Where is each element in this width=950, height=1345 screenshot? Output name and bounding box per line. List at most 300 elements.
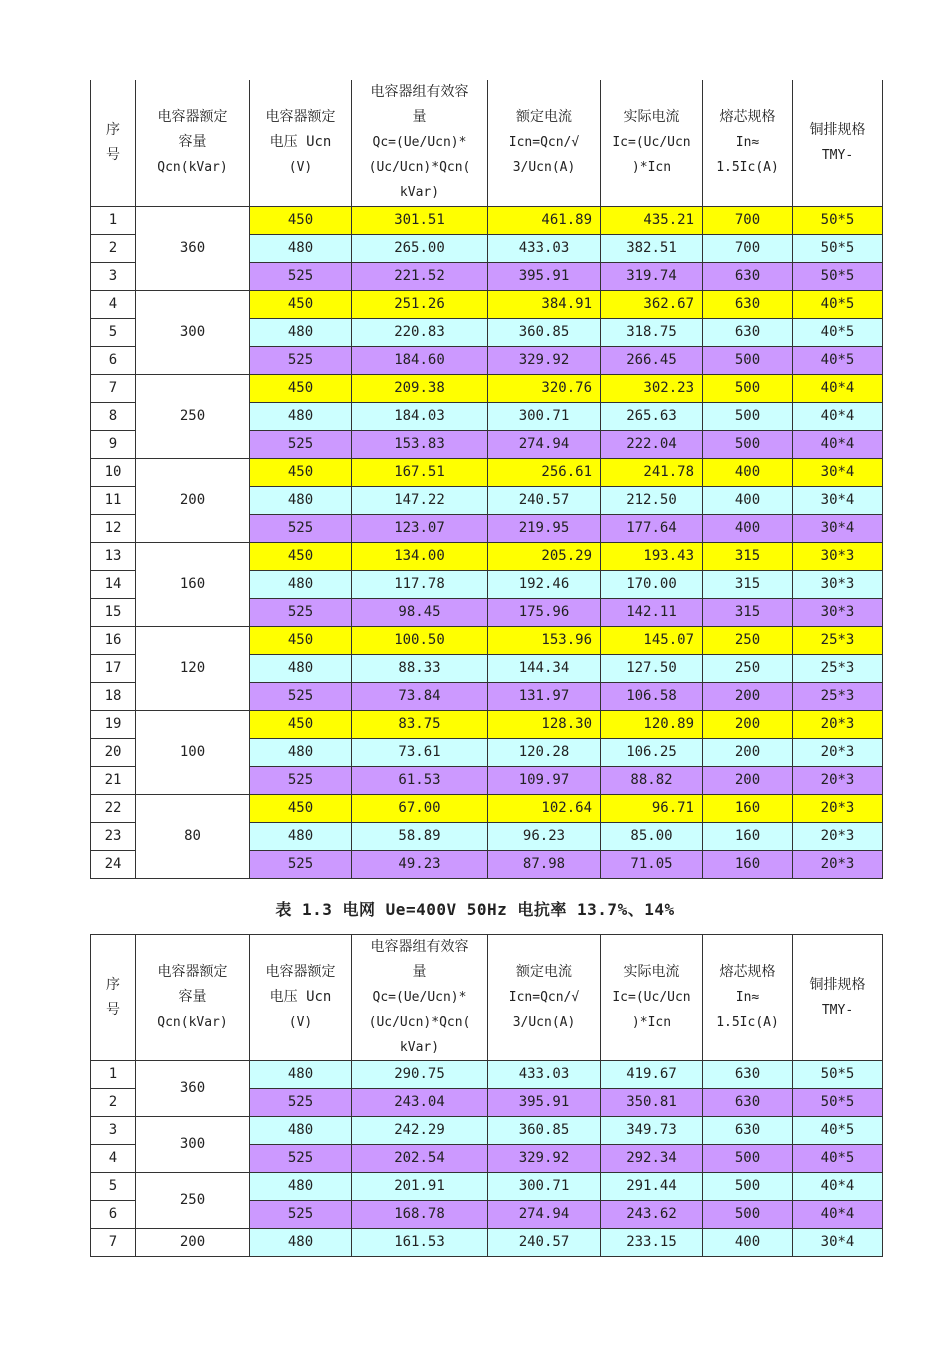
header-line: kVar) — [399, 1040, 440, 1055]
header-line: 电压 Ucn — [269, 134, 332, 151]
cell-capacity: 250 — [136, 374, 250, 458]
cell-voltage: 525 — [250, 262, 352, 290]
table-row — [91, 1173, 883, 1201]
cell-effective-capacity: 117.78 — [352, 570, 488, 598]
cell-actual-current: 85.00 — [601, 822, 703, 850]
header-line: (V) — [288, 1015, 313, 1030]
cell-busbar: 40*5 — [793, 346, 883, 374]
cell-seq: 2 — [91, 1089, 136, 1117]
cell-rated-current: 461.89 — [488, 206, 601, 234]
cell-effective-capacity: 243.04 — [352, 1089, 488, 1117]
cell-actual-current: 243.62 — [601, 1201, 703, 1229]
cell-fuse: 200 — [703, 710, 793, 738]
header-busbar — [793, 80, 883, 206]
header-seq-line2: 号 — [106, 1001, 120, 1018]
header-line: )*Icn — [631, 160, 672, 176]
cell-rated-current: 274.94 — [488, 430, 601, 458]
cell-voltage: 450 — [250, 710, 352, 738]
header-fuse — [703, 935, 793, 1061]
cell-capacity: 120 — [136, 626, 250, 710]
cell-effective-capacity: 184.60 — [352, 346, 488, 374]
header-busbar — [793, 935, 883, 1061]
cell-busbar: 40*5 — [793, 1117, 883, 1145]
cell-actual-current: 302.23 — [601, 374, 703, 402]
cell-voltage: 525 — [250, 850, 352, 878]
header-line: 电容器组有效容 — [370, 939, 469, 955]
cell-actual-current: 241.78 — [601, 458, 703, 486]
header-line: 电压 Ucn — [269, 989, 332, 1005]
header-capacity — [136, 935, 250, 1061]
cell-seq: 14 — [91, 570, 136, 598]
cell-busbar: 40*5 — [793, 318, 883, 346]
cell-actual-current: 222.04 — [601, 430, 703, 458]
cell-effective-capacity: 49.23 — [352, 850, 488, 878]
cell-rated-current: 300.71 — [488, 1173, 601, 1201]
cell-effective-capacity: 147.22 — [352, 486, 488, 514]
cell-busbar: 40*5 — [793, 290, 883, 318]
cell-actual-current: 318.75 — [601, 318, 703, 346]
header-line: (V) — [288, 160, 313, 176]
cell-voltage: 480 — [250, 738, 352, 766]
cell-busbar: 40*4 — [793, 402, 883, 430]
cell-fuse: 500 — [703, 374, 793, 402]
cell-voltage: 480 — [250, 822, 352, 850]
cell-busbar: 50*5 — [793, 262, 883, 290]
cell-fuse: 200 — [703, 766, 793, 794]
header-fuse — [703, 80, 793, 206]
cell-capacity: 360 — [136, 1061, 250, 1117]
cell-fuse: 400 — [703, 1229, 793, 1257]
cell-fuse: 315 — [703, 542, 793, 570]
cell-actual-current: 106.58 — [601, 682, 703, 710]
header-line: TMY- — [821, 1002, 854, 1018]
cell-effective-capacity: 67.00 — [352, 794, 488, 822]
cell-actual-current: 362.67 — [601, 290, 703, 318]
cell-rated-current: 131.97 — [488, 682, 601, 710]
cell-busbar: 30*4 — [793, 458, 883, 486]
cell-effective-capacity: 88.33 — [352, 654, 488, 682]
header-voltage — [250, 80, 352, 206]
cell-rated-current: 360.85 — [488, 318, 601, 346]
capacitor-table-1 — [90, 80, 883, 879]
cell-seq: 6 — [91, 346, 136, 374]
cell-effective-capacity: 167.51 — [352, 458, 488, 486]
table-1-body — [91, 206, 883, 878]
header-line: 容量 — [178, 989, 207, 1005]
cell-busbar: 20*3 — [793, 738, 883, 766]
cell-voltage: 450 — [250, 626, 352, 654]
cell-seq: 16 — [91, 626, 136, 654]
cell-seq: 10 — [91, 458, 136, 486]
cell-actual-current: 170.00 — [601, 570, 703, 598]
cell-voltage: 450 — [250, 794, 352, 822]
cell-rated-current: 128.30 — [488, 710, 601, 738]
header-line: 电容器额定 — [157, 964, 228, 980]
cell-actual-current: 193.43 — [601, 542, 703, 570]
cell-seq: 11 — [91, 486, 136, 514]
cell-actual-current: 319.74 — [601, 262, 703, 290]
cell-seq: 24 — [91, 850, 136, 878]
cell-rated-current: 219.95 — [488, 514, 601, 542]
header-line: Icn=Qcn/√ — [508, 990, 580, 1005]
cell-busbar: 30*3 — [793, 570, 883, 598]
header-line: Qc=(Ue/Ucn)* — [372, 990, 467, 1005]
header-effective — [352, 80, 488, 206]
cell-voltage: 525 — [250, 598, 352, 626]
header-line: Ic=(Uc/Ucn — [612, 990, 691, 1005]
cell-actual-current: 419.67 — [601, 1061, 703, 1089]
header-line: Ic=(Uc/Ucn — [612, 135, 691, 151]
cell-actual-current: 291.44 — [601, 1173, 703, 1201]
cell-seq: 20 — [91, 738, 136, 766]
cell-effective-capacity: 242.29 — [352, 1117, 488, 1145]
cell-actual-current: 265.63 — [601, 402, 703, 430]
cell-rated-current: 109.97 — [488, 766, 601, 794]
cell-fuse: 400 — [703, 486, 793, 514]
cell-effective-capacity: 209.38 — [352, 374, 488, 402]
cell-actual-current: 96.71 — [601, 794, 703, 822]
cell-actual-current: 120.89 — [601, 710, 703, 738]
header-line: 电容器组有效容 — [370, 84, 469, 101]
cell-seq: 7 — [91, 374, 136, 402]
cell-rated-current: 256.61 — [488, 458, 601, 486]
table-row — [91, 458, 883, 486]
header-line: (Uc/Ucn)*Qcn( — [368, 160, 471, 176]
cell-fuse: 630 — [703, 290, 793, 318]
cell-effective-capacity: 58.89 — [352, 822, 488, 850]
cell-fuse: 315 — [703, 570, 793, 598]
cell-rated-current: 384.91 — [488, 290, 601, 318]
cell-capacity: 300 — [136, 290, 250, 374]
cell-seq: 17 — [91, 654, 136, 682]
cell-rated-current: 395.91 — [488, 262, 601, 290]
header-line: )*Icn — [631, 1015, 672, 1030]
header-line: 额定电流 — [516, 964, 572, 980]
table-row — [91, 1117, 883, 1145]
cell-capacity: 200 — [136, 1229, 250, 1257]
header-line: 1.5Ic(A) — [716, 160, 779, 176]
header-line: (Uc/Ucn)*Qcn( — [368, 1015, 471, 1030]
cell-actual-current: 292.34 — [601, 1145, 703, 1173]
cell-busbar: 20*3 — [793, 710, 883, 738]
cell-fuse: 700 — [703, 206, 793, 234]
table-row — [91, 206, 883, 234]
cell-effective-capacity: 134.00 — [352, 542, 488, 570]
header-line: 铜排规格 — [809, 121, 866, 138]
cell-fuse: 200 — [703, 738, 793, 766]
header-line: 额定电流 — [516, 109, 572, 126]
header-line: 量 — [412, 109, 427, 126]
cell-seq: 19 — [91, 710, 136, 738]
cell-seq: 1 — [91, 1061, 136, 1089]
cell-busbar: 50*5 — [793, 1061, 883, 1089]
cell-actual-current: 106.25 — [601, 738, 703, 766]
cell-busbar: 50*5 — [793, 206, 883, 234]
cell-busbar: 40*5 — [793, 1145, 883, 1173]
cell-fuse: 250 — [703, 626, 793, 654]
cell-effective-capacity: 265.00 — [352, 234, 488, 262]
header-actual-current — [601, 80, 703, 206]
cell-voltage: 450 — [250, 374, 352, 402]
cell-fuse: 500 — [703, 1173, 793, 1201]
cell-fuse: 630 — [703, 1061, 793, 1089]
cell-capacity: 360 — [136, 206, 250, 290]
cell-voltage: 480 — [250, 486, 352, 514]
header-capacity — [136, 80, 250, 206]
cell-capacity: 100 — [136, 710, 250, 794]
header-line: In≈ — [735, 135, 760, 151]
header-line: Qc=(Ue/Ucn)* — [372, 135, 467, 151]
cell-busbar: 30*3 — [793, 542, 883, 570]
cell-rated-current: 192.46 — [488, 570, 601, 598]
cell-rated-current: 395.91 — [488, 1089, 601, 1117]
cell-fuse: 160 — [703, 794, 793, 822]
cell-effective-capacity: 168.78 — [352, 1201, 488, 1229]
cell-effective-capacity: 221.52 — [352, 262, 488, 290]
header-line: 电容器额定 — [265, 964, 336, 980]
cell-rated-current: 360.85 — [488, 1117, 601, 1145]
header-line: kVar) — [399, 185, 440, 201]
cell-fuse: 400 — [703, 514, 793, 542]
table-row — [91, 710, 883, 738]
cell-seq: 1 — [91, 206, 136, 234]
cell-voltage: 480 — [250, 318, 352, 346]
table-row — [91, 542, 883, 570]
cell-actual-current: 212.50 — [601, 486, 703, 514]
cell-effective-capacity: 83.75 — [352, 710, 488, 738]
cell-busbar: 30*4 — [793, 486, 883, 514]
cell-effective-capacity: 290.75 — [352, 1061, 488, 1089]
cell-busbar: 20*3 — [793, 766, 883, 794]
header-line: 实际电流 — [623, 109, 680, 126]
cell-voltage: 480 — [250, 234, 352, 262]
cell-rated-current: 329.92 — [488, 1145, 601, 1173]
cell-rated-current: 274.94 — [488, 1201, 601, 1229]
cell-fuse: 630 — [703, 318, 793, 346]
header-seq — [91, 80, 136, 206]
cell-busbar: 25*3 — [793, 626, 883, 654]
header-line: In≈ — [735, 990, 760, 1005]
cell-actual-current: 142.11 — [601, 598, 703, 626]
header-line: 1.5Ic(A) — [716, 1015, 779, 1030]
cell-actual-current: 127.50 — [601, 654, 703, 682]
cell-voltage: 525 — [250, 1145, 352, 1173]
cell-effective-capacity: 184.03 — [352, 402, 488, 430]
header-line: 3/Ucn(A) — [512, 160, 576, 176]
cell-voltage: 480 — [250, 1173, 352, 1201]
cell-capacity: 80 — [136, 794, 250, 878]
header-effective — [352, 935, 488, 1061]
cell-fuse: 160 — [703, 822, 793, 850]
cell-rated-current: 87.98 — [488, 850, 601, 878]
cell-seq: 3 — [91, 262, 136, 290]
cell-voltage: 480 — [250, 1061, 352, 1089]
cell-actual-current: 145.07 — [601, 626, 703, 654]
header-line: 量 — [412, 964, 427, 980]
table-header-row — [91, 80, 883, 206]
header-seq-line1: 序 — [106, 121, 120, 138]
cell-actual-current: 233.15 — [601, 1229, 703, 1257]
cell-effective-capacity: 251.26 — [352, 290, 488, 318]
header-line: 电容器额定 — [265, 109, 336, 126]
cell-effective-capacity: 202.54 — [352, 1145, 488, 1173]
cell-seq: 4 — [91, 290, 136, 318]
cell-voltage: 525 — [250, 766, 352, 794]
cell-fuse: 500 — [703, 430, 793, 458]
header-rated-current — [488, 935, 601, 1061]
header-line: Icn=Qcn/√ — [508, 135, 580, 151]
cell-busbar: 25*3 — [793, 654, 883, 682]
table-2-body — [91, 1061, 883, 1257]
cell-busbar: 50*5 — [793, 1089, 883, 1117]
header-seq-line1: 序 — [106, 976, 120, 993]
cell-rated-current: 329.92 — [488, 346, 601, 374]
header-line: Qcn(kVar) — [157, 1015, 228, 1030]
cell-rated-current: 205.29 — [488, 542, 601, 570]
table-row — [91, 794, 883, 822]
cell-seq: 23 — [91, 822, 136, 850]
header-line: 实际电流 — [623, 964, 680, 980]
cell-voltage: 525 — [250, 346, 352, 374]
cell-busbar: 30*4 — [793, 514, 883, 542]
cell-fuse: 500 — [703, 346, 793, 374]
cell-actual-current: 177.64 — [601, 514, 703, 542]
cell-rated-current: 96.23 — [488, 822, 601, 850]
cell-fuse: 160 — [703, 850, 793, 878]
header-seq — [91, 935, 136, 1061]
cell-busbar: 20*3 — [793, 794, 883, 822]
cell-busbar: 40*4 — [793, 1173, 883, 1201]
cell-capacity: 200 — [136, 458, 250, 542]
capacitor-table-2 — [90, 934, 883, 1257]
cell-voltage: 525 — [250, 430, 352, 458]
cell-effective-capacity: 98.45 — [352, 598, 488, 626]
cell-voltage: 450 — [250, 206, 352, 234]
cell-voltage: 480 — [250, 1117, 352, 1145]
cell-effective-capacity: 100.50 — [352, 626, 488, 654]
cell-seq: 8 — [91, 402, 136, 430]
cell-effective-capacity: 201.91 — [352, 1173, 488, 1201]
cell-voltage: 450 — [250, 458, 352, 486]
cell-effective-capacity: 123.07 — [352, 514, 488, 542]
cell-rated-current: 240.57 — [488, 486, 601, 514]
cell-actual-current: 71.05 — [601, 850, 703, 878]
cell-effective-capacity: 301.51 — [352, 206, 488, 234]
cell-busbar: 20*3 — [793, 850, 883, 878]
cell-capacity: 250 — [136, 1173, 250, 1229]
header-line: 熔芯规格 — [719, 964, 776, 980]
cell-actual-current: 382.51 — [601, 234, 703, 262]
header-line: TMY- — [821, 147, 854, 163]
cell-seq: 4 — [91, 1145, 136, 1173]
table-row — [91, 626, 883, 654]
cell-actual-current: 435.21 — [601, 206, 703, 234]
cell-effective-capacity: 220.83 — [352, 318, 488, 346]
header-line: Qcn(kVar) — [157, 160, 228, 176]
cell-voltage: 525 — [250, 682, 352, 710]
cell-rated-current: 144.34 — [488, 654, 601, 682]
cell-seq: 2 — [91, 234, 136, 262]
cell-rated-current: 102.64 — [488, 794, 601, 822]
cell-rated-current: 433.03 — [488, 234, 601, 262]
cell-fuse: 700 — [703, 234, 793, 262]
cell-busbar: 40*4 — [793, 374, 883, 402]
cell-voltage: 450 — [250, 542, 352, 570]
cell-busbar: 25*3 — [793, 682, 883, 710]
cell-busbar: 40*4 — [793, 1201, 883, 1229]
cell-rated-current: 240.57 — [488, 1229, 601, 1257]
header-rated-current — [488, 80, 601, 206]
cell-voltage: 525 — [250, 1089, 352, 1117]
cell-rated-current: 433.03 — [488, 1061, 601, 1089]
header-voltage — [250, 935, 352, 1061]
header-actual-current — [601, 935, 703, 1061]
cell-capacity: 300 — [136, 1117, 250, 1173]
cell-seq: 18 — [91, 682, 136, 710]
cell-fuse: 250 — [703, 654, 793, 682]
cell-fuse: 315 — [703, 598, 793, 626]
table-header-row — [91, 935, 883, 1061]
cell-effective-capacity: 161.53 — [352, 1229, 488, 1257]
table-row — [91, 1061, 883, 1089]
cell-seq: 6 — [91, 1201, 136, 1229]
cell-capacity: 160 — [136, 542, 250, 626]
cell-seq: 3 — [91, 1117, 136, 1145]
table-caption: 表 1.3 电网 Ue=400V 50Hz 电抗率 13.7%、14% — [275, 900, 675, 919]
header-line: 电容器额定 — [157, 109, 228, 126]
cell-seq: 9 — [91, 430, 136, 458]
cell-seq: 5 — [91, 318, 136, 346]
cell-effective-capacity: 73.84 — [352, 682, 488, 710]
cell-busbar: 50*5 — [793, 234, 883, 262]
cell-fuse: 500 — [703, 402, 793, 430]
cell-fuse: 630 — [703, 1089, 793, 1117]
cell-seq: 5 — [91, 1173, 136, 1201]
cell-fuse: 500 — [703, 1201, 793, 1229]
header-line: 3/Ucn(A) — [512, 1015, 576, 1030]
header-line: 铜排规格 — [809, 976, 866, 993]
cell-seq: 12 — [91, 514, 136, 542]
cell-seq: 15 — [91, 598, 136, 626]
cell-actual-current: 88.82 — [601, 766, 703, 794]
table-row — [91, 290, 883, 318]
cell-seq: 21 — [91, 766, 136, 794]
table-row — [91, 374, 883, 402]
cell-actual-current: 266.45 — [601, 346, 703, 374]
cell-fuse: 400 — [703, 458, 793, 486]
header-line: 熔芯规格 — [719, 109, 776, 126]
cell-seq: 7 — [91, 1229, 136, 1257]
cell-busbar: 40*4 — [793, 430, 883, 458]
cell-voltage: 525 — [250, 1201, 352, 1229]
cell-actual-current: 349.73 — [601, 1117, 703, 1145]
cell-busbar: 20*3 — [793, 822, 883, 850]
cell-fuse: 500 — [703, 1145, 793, 1173]
cell-voltage: 480 — [250, 1229, 352, 1257]
cell-voltage: 525 — [250, 514, 352, 542]
cell-fuse: 200 — [703, 682, 793, 710]
cell-rated-current: 175.96 — [488, 598, 601, 626]
header-line: 容量 — [178, 134, 207, 151]
cell-effective-capacity: 73.61 — [352, 738, 488, 766]
header-seq-line2: 号 — [106, 146, 120, 163]
cell-rated-current: 120.28 — [488, 738, 601, 766]
cell-effective-capacity: 153.83 — [352, 430, 488, 458]
cell-effective-capacity: 61.53 — [352, 766, 488, 794]
cell-rated-current: 300.71 — [488, 402, 601, 430]
cell-fuse: 630 — [703, 1117, 793, 1145]
cell-seq: 22 — [91, 794, 136, 822]
